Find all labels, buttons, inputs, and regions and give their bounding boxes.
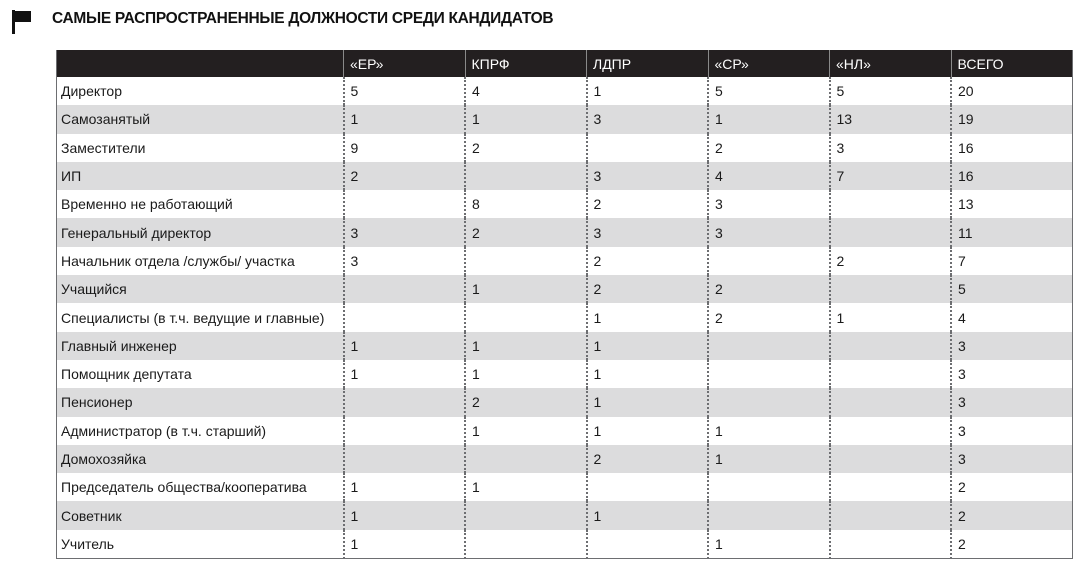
table-row	[57, 530, 1073, 558]
column-header-er: «ЕР»	[344, 50, 466, 77]
er-cell: 1	[344, 105, 466, 133]
ldpr-cell: 2	[587, 190, 709, 218]
er-cell: 2	[344, 162, 466, 190]
total-cell: 3	[951, 445, 1073, 473]
nl-cell	[830, 275, 952, 303]
position-cell: Начальник отдела /службы/ участка	[61, 252, 295, 269]
position-cell: Председатель общества/кооператива	[61, 479, 307, 496]
table-header-row	[57, 50, 1073, 77]
table-row	[57, 275, 1073, 303]
er-cell	[344, 445, 466, 473]
nl-cell: 3	[830, 134, 952, 162]
table-row	[57, 332, 1073, 360]
ldpr-cell: 2	[587, 445, 709, 473]
position-cell: Генеральный директор	[61, 224, 212, 241]
ldpr-cell: 2	[587, 275, 709, 303]
er-cell: 1	[344, 473, 466, 501]
ldpr-cell: 1	[587, 77, 709, 105]
table-row	[57, 388, 1073, 416]
nl-cell	[830, 218, 952, 246]
nl-cell	[830, 501, 952, 529]
ldpr-cell	[587, 530, 709, 558]
kprf-cell: 1	[465, 105, 587, 133]
sr-cell	[708, 360, 830, 388]
nl-cell: 7	[830, 162, 952, 190]
sr-cell: 1	[708, 417, 830, 445]
er-cell: 9	[344, 134, 466, 162]
ldpr-cell: 1	[587, 388, 709, 416]
total-cell: 20	[951, 77, 1073, 105]
column-header-total: ВСЕГО	[951, 50, 1073, 77]
kprf-cell: 1	[465, 473, 587, 501]
nl-cell	[830, 445, 952, 473]
position-cell: Учитель	[61, 535, 115, 552]
table-body	[57, 77, 1073, 558]
kprf-cell: 2	[465, 218, 587, 246]
total-cell: 16	[951, 162, 1073, 190]
sr-cell: 2	[708, 134, 830, 162]
total-cell: 4	[951, 303, 1073, 331]
ldpr-cell: 1	[587, 332, 709, 360]
nl-cell: 13	[830, 105, 952, 133]
sr-cell: 1	[708, 445, 830, 473]
er-cell: 5	[344, 77, 466, 105]
position-cell: Временно не работающий	[61, 196, 233, 213]
ldpr-cell: 1	[587, 360, 709, 388]
total-cell: 3	[951, 417, 1073, 445]
table-row	[57, 445, 1073, 473]
kprf-cell: 1	[465, 332, 587, 360]
position-cell: Специалисты (в т.ч. ведущие и главные)	[61, 309, 325, 326]
total-cell: 7	[951, 247, 1073, 275]
table-row	[57, 77, 1073, 105]
column-header-position	[57, 50, 344, 77]
column-header-sr: «СР»	[708, 50, 830, 77]
sr-cell	[708, 473, 830, 501]
positions-table	[56, 50, 1073, 559]
table-row	[57, 190, 1073, 218]
kprf-cell: 2	[465, 134, 587, 162]
er-cell: 3	[344, 247, 466, 275]
sr-cell: 5	[708, 77, 830, 105]
sr-cell	[708, 247, 830, 275]
sr-cell: 4	[708, 162, 830, 190]
er-cell: 3	[344, 218, 466, 246]
ldpr-cell: 1	[587, 417, 709, 445]
total-cell: 3	[951, 388, 1073, 416]
position-cell: Советник	[61, 507, 122, 524]
er-cell	[344, 303, 466, 331]
nl-cell	[830, 473, 952, 501]
table-row	[57, 303, 1073, 331]
table-row	[57, 162, 1073, 190]
kprf-cell	[465, 501, 587, 529]
sr-cell	[708, 501, 830, 529]
ldpr-cell	[587, 473, 709, 501]
total-cell: 2	[951, 530, 1073, 558]
table-row	[57, 218, 1073, 246]
sr-cell: 3	[708, 190, 830, 218]
flag-icon	[10, 10, 32, 32]
position-cell: Главный инженер	[61, 337, 177, 354]
table-row	[57, 473, 1073, 501]
nl-cell	[830, 332, 952, 360]
position-cell: Самозанятый	[61, 111, 151, 128]
kprf-cell	[465, 530, 587, 558]
sr-cell: 1	[708, 530, 830, 558]
total-cell: 16	[951, 134, 1073, 162]
kprf-cell: 4	[465, 77, 587, 105]
ldpr-cell: 2	[587, 247, 709, 275]
nl-cell: 2	[830, 247, 952, 275]
page-header	[10, 8, 553, 30]
er-cell: 1	[344, 360, 466, 388]
nl-cell	[830, 388, 952, 416]
column-header-ldpr: ЛДПР	[587, 50, 709, 77]
table-row	[57, 501, 1073, 529]
total-cell: 11	[951, 218, 1073, 246]
ldpr-cell: 3	[587, 105, 709, 133]
kprf-cell: 1	[465, 360, 587, 388]
column-header-kprf: КПРФ	[465, 50, 587, 77]
total-cell: 2	[951, 473, 1073, 501]
ldpr-cell	[587, 134, 709, 162]
kprf-cell	[465, 445, 587, 473]
sr-cell: 2	[708, 303, 830, 331]
er-cell: 1	[344, 501, 466, 529]
kprf-cell	[465, 247, 587, 275]
total-cell: 19	[951, 105, 1073, 133]
er-cell: 1	[344, 332, 466, 360]
position-cell: Администратор (в т.ч. старший)	[61, 422, 267, 439]
kprf-cell	[465, 303, 587, 331]
kprf-cell: 1	[465, 275, 587, 303]
sr-cell	[708, 388, 830, 416]
total-cell: 5	[951, 275, 1073, 303]
position-cell: Директор	[61, 83, 122, 100]
table-row	[57, 417, 1073, 445]
position-cell: ИП	[61, 168, 82, 185]
nl-cell	[830, 417, 952, 445]
er-cell	[344, 190, 466, 218]
ldpr-cell: 3	[587, 218, 709, 246]
sr-cell: 1	[708, 105, 830, 133]
table-row	[57, 360, 1073, 388]
nl-cell	[830, 190, 952, 218]
kprf-cell: 2	[465, 388, 587, 416]
er-cell: 1	[344, 530, 466, 558]
ldpr-cell: 1	[587, 303, 709, 331]
kprf-cell: 1	[465, 417, 587, 445]
nl-cell: 1	[830, 303, 952, 331]
position-cell: Заместители	[61, 139, 146, 156]
page-title: САМЫЕ РАСПРОСТРАНЕННЫЕ ДОЛЖНОСТИ СРЕДИ КАНДИДАТОВ	[52, 10, 554, 27]
ldpr-cell: 1	[587, 501, 709, 529]
position-cell: Домохозяйка	[61, 451, 147, 467]
position-cell: Пенсионер	[61, 394, 133, 411]
er-cell	[344, 388, 466, 416]
nl-cell: 5	[830, 77, 952, 105]
position-cell: Учащийся	[61, 281, 127, 298]
kprf-cell	[465, 162, 587, 190]
sr-cell: 3	[708, 218, 830, 246]
total-cell: 2	[951, 501, 1073, 529]
table-row	[57, 134, 1073, 162]
kprf-cell: 8	[465, 190, 587, 218]
total-cell: 3	[951, 360, 1073, 388]
sr-cell: 2	[708, 275, 830, 303]
position-cell: Помощник депутата	[61, 366, 192, 383]
sr-cell	[708, 332, 830, 360]
total-cell: 13	[951, 190, 1073, 218]
nl-cell	[830, 530, 952, 558]
column-header-nl: «НЛ»	[830, 50, 952, 77]
nl-cell	[830, 360, 952, 388]
er-cell	[344, 275, 466, 303]
table-row	[57, 247, 1073, 275]
er-cell	[344, 417, 466, 445]
table-row	[57, 105, 1073, 133]
total-cell: 3	[951, 332, 1073, 360]
ldpr-cell: 3	[587, 162, 709, 190]
